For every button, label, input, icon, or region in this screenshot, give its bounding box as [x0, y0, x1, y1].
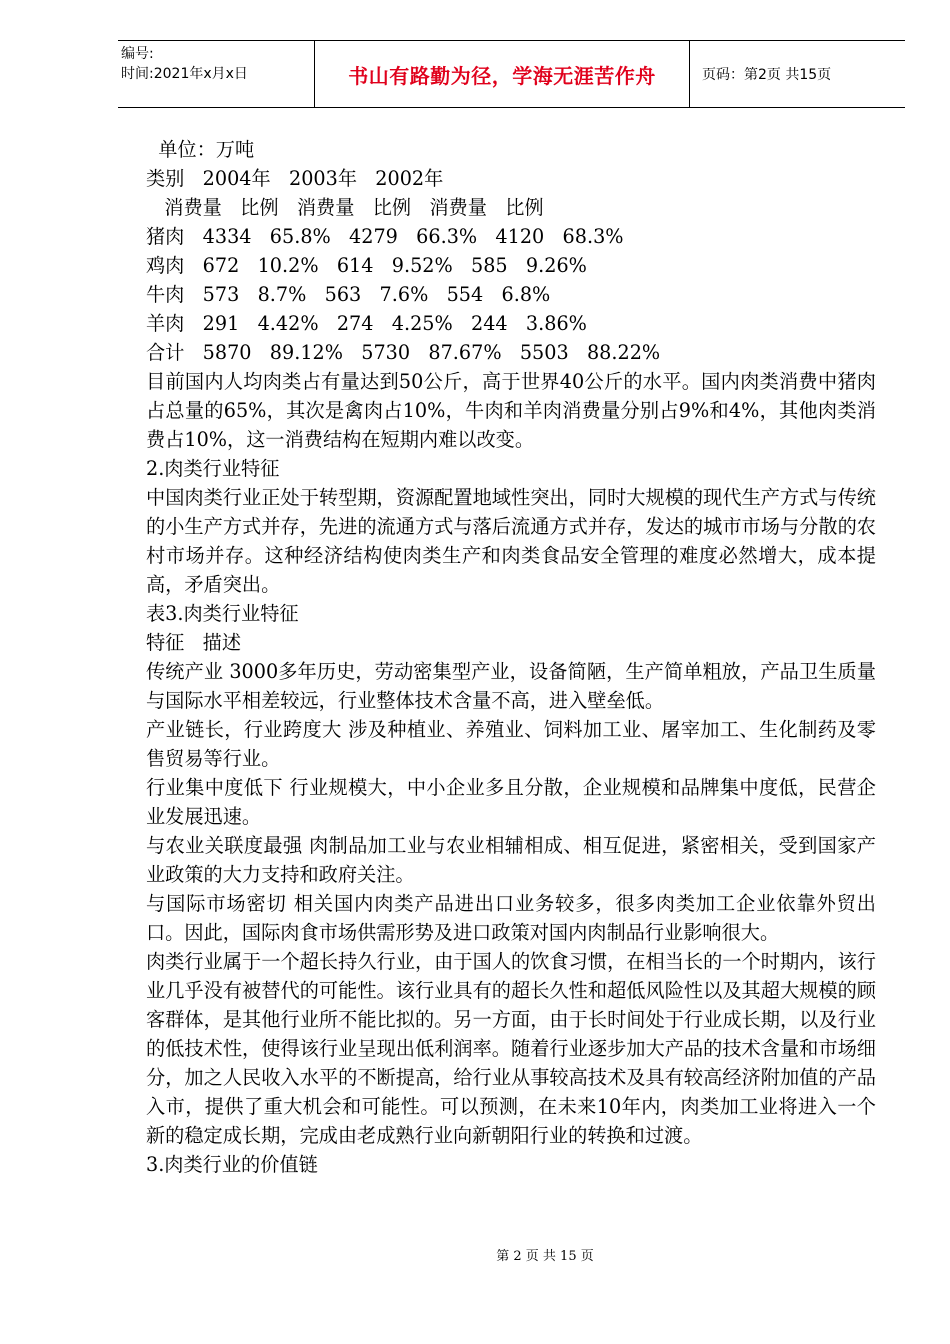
paragraph-outlook: 肉类行业属于一个超长持久行业，由于国人的饮食习惯，在相当长的一个时期内，该行业几乎没有被替代的可能性。该行业具有的超长久性和超低风险性以及其超大规模的顾客群体，是其他行业所不能比拟的。另一方面，由于长时间处于行业成长期，以及行业的低技术性，使得该行业呈现出低利润率。随着行业逐步加大产品的技术含量和市场细分，加之人民收入水平的不断提高，给行业从事较高技术及具有较高经济附加值的产品入市，提供了重大机会和可能性。可以预测，在未来10年内，肉类加工业将进入一个新的稳定成长期，完成由老成熟行业向新朝阳行业的转换和过渡。: [146, 950, 876, 1147]
table3-row: 传统产业 3000多年历史，劳动密集型产业，设备简陋，生产简单粗放，产品卫生质量与国际水平相差较远，行业整体技术含量不高，进入壁垒低。: [146, 660, 876, 712]
table3-row: 与国际市场密切 相关国内肉类产品进出口业务较多，很多肉类加工企业依靠外贸出口。因此，国际肉食市场供需形势及进口政策对国内肉制品行业影响很大。: [146, 892, 876, 944]
table3-header: 特征 描述: [146, 631, 242, 654]
header-page-label: 页码：第2页 共15页: [702, 67, 832, 83]
doc-number-label: 编号:: [121, 46, 154, 62]
section-heading: 3.肉类行业的价值链: [146, 1153, 318, 1176]
table1-row: 鸡肉 672 10.2% 614 9.52% 585 9.26%: [146, 254, 587, 277]
table1-row: 猪肉 4334 65.8% 4279 66.3% 4120 68.3%: [146, 225, 624, 248]
doc-time-label: 时间:2021年x月x日: [121, 66, 248, 82]
document-body: [146, 135, 876, 1179]
unit-line: 单位：万吨: [146, 138, 255, 161]
table1-header-cols: 消费量 比例 消费量 比例 消费量 比例: [146, 196, 544, 219]
header-motto: 书山有路勤为径，学海无涯苦作舟: [315, 41, 690, 107]
table3-row: 行业集中度低下 行业规模大，中小企业多且分散，企业规模和品牌集中度低，民营企业发展迅速。: [146, 776, 876, 828]
table1-row: 合计 5870 89.12% 5730 87.67% 5503 88.22%: [146, 341, 661, 364]
page-footer: 第 2 页 共 15 页: [496, 1249, 594, 1264]
header-meta-cell: [118, 41, 315, 107]
table1-header-years: 类别 2004年 2003年 2002年: [146, 167, 444, 190]
table3-title: 表3.肉类行业特征: [146, 602, 299, 625]
paragraph-consumption: 目前国内人均肉类占有量达到50公斤，高于世界40公斤的水平。国内肉类消费中猪肉占总量的65%，其次是禽肉占10%，牛肉和羊肉消费量分别占9%和4%，其他肉类消费占10%，这一消费结构在短期内难以改变。: [146, 370, 876, 451]
paragraph-industry: 中国肉类行业正处于转型期，资源配置地域性突出，同时大规模的现代生产方式与传统的小生产方式并存，先进的流通方式与落后流通方式并存，发达的城市市场与分散的农村市场并存。这种经济结构使肉类生产和肉类食品安全管理的难度必然增大，成本提高，矛盾突出。: [146, 486, 876, 596]
table1-row: 牛肉 573 8.7% 563 7.6% 554 6.8%: [146, 283, 551, 306]
page-header: [118, 40, 905, 108]
table3-row: 产业链长，行业跨度大 涉及种植业、养殖业、饲料加工业、屠宰加工、生化制药及零售贸易等行业。: [146, 718, 876, 770]
table3-row: 与农业关联度最强 肉制品加工业与农业相辅相成、相互促进，紧密相关，受到国家产业政策的大力支持和政府关注。: [146, 834, 876, 886]
table1-row: 羊肉 291 4.42% 274 4.25% 244 3.86%: [146, 312, 587, 335]
section-heading: 2.肉类行业特征: [146, 457, 280, 480]
